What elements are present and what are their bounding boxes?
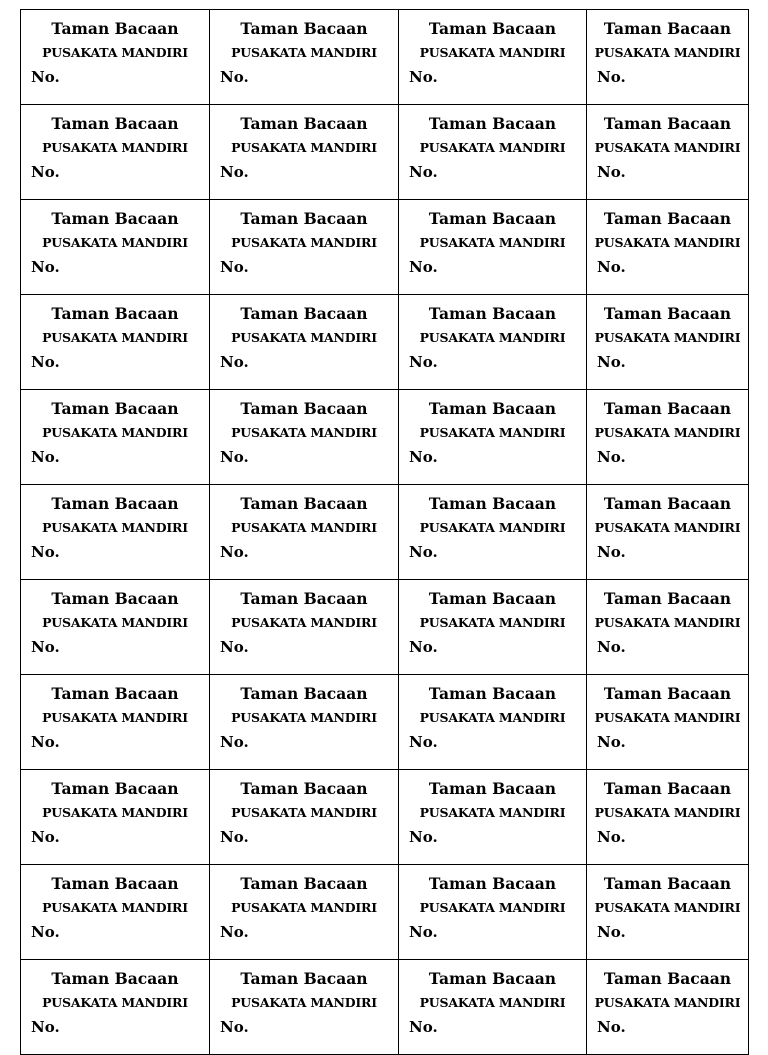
library-label (21, 105, 209, 199)
library-label (587, 580, 748, 674)
label-number: No. (597, 543, 626, 561)
label-cell (210, 390, 399, 485)
label-cell (21, 960, 210, 1055)
library-label (399, 10, 586, 104)
library-label (587, 865, 748, 959)
label-number: No. (409, 733, 438, 751)
label-number: No. (597, 258, 626, 276)
label-cell (210, 675, 399, 770)
label-title: Taman Bacaan (240, 114, 368, 133)
label-cell (21, 105, 210, 200)
label-cell (399, 295, 587, 390)
label-number: No. (409, 638, 438, 656)
label-number: No. (220, 923, 249, 941)
library-label (210, 105, 398, 199)
label-subtitle: PUSAKATA MANDIRI (42, 900, 188, 915)
label-row (21, 770, 749, 865)
label-title: Taman Bacaan (428, 304, 557, 323)
label-cell (587, 200, 749, 295)
label-subtitle: PUSAKATA MANDIRI (42, 45, 188, 60)
label-title: Taman Bacaan (603, 779, 732, 798)
label-title: Taman Bacaan (603, 304, 732, 323)
library-label (587, 105, 748, 199)
label-row (21, 485, 749, 580)
label-number: No. (409, 828, 438, 846)
label-number: No. (597, 923, 626, 941)
label-subtitle: PUSAKATA MANDIRI (231, 615, 377, 630)
label-cell (21, 200, 210, 295)
library-label (587, 10, 748, 104)
label-title: Taman Bacaan (240, 874, 368, 893)
label-number: No. (220, 1018, 249, 1036)
library-label (587, 960, 748, 1054)
label-cell (210, 10, 399, 105)
label-cell (587, 105, 749, 200)
label-title: Taman Bacaan (603, 19, 732, 38)
label-row (21, 580, 749, 675)
label-cell (21, 770, 210, 865)
label-title: Taman Bacaan (51, 494, 179, 513)
label-title: Taman Bacaan (428, 589, 557, 608)
label-subtitle: PUSAKATA MANDIRI (419, 520, 566, 535)
label-sheet (20, 9, 748, 1036)
label-subtitle: PUSAKATA MANDIRI (419, 140, 566, 155)
label-title: Taman Bacaan (240, 779, 368, 798)
label-subtitle: PUSAKATA MANDIRI (231, 425, 377, 440)
library-label (210, 200, 398, 294)
label-subtitle: PUSAKATA MANDIRI (42, 805, 188, 820)
label-cell (21, 580, 210, 675)
label-number: No. (31, 638, 60, 656)
label-subtitle: PUSAKATA MANDIRI (42, 710, 188, 725)
label-subtitle: PUSAKATA MANDIRI (419, 615, 566, 630)
library-label (210, 865, 398, 959)
label-title: Taman Bacaan (603, 874, 732, 893)
label-subtitle: PUSAKATA MANDIRI (231, 900, 377, 915)
label-cell (210, 770, 399, 865)
label-number: No. (409, 448, 438, 466)
label-cell (210, 295, 399, 390)
label-subtitle: PUSAKATA MANDIRI (419, 425, 566, 440)
label-row (21, 675, 749, 770)
label-subtitle: PUSAKATA MANDIRI (42, 235, 188, 250)
label-title: Taman Bacaan (428, 779, 557, 798)
label-cell (587, 485, 749, 580)
label-cell (399, 10, 587, 105)
label-title: Taman Bacaan (51, 684, 179, 703)
library-label (587, 485, 748, 579)
library-label (21, 865, 209, 959)
label-cell (21, 10, 210, 105)
library-label (587, 200, 748, 294)
library-label (587, 675, 748, 769)
label-title: Taman Bacaan (51, 779, 179, 798)
label-grid-body (21, 10, 749, 1055)
library-label (587, 390, 748, 484)
label-subtitle: PUSAKATA MANDIRI (594, 330, 741, 345)
label-title: Taman Bacaan (240, 304, 368, 323)
label-cell (587, 865, 749, 960)
label-title: Taman Bacaan (603, 114, 732, 133)
label-number: No. (31, 923, 60, 941)
label-number: No. (220, 163, 249, 181)
label-number: No. (409, 923, 438, 941)
label-number: No. (409, 353, 438, 371)
library-label (21, 390, 209, 484)
label-subtitle: PUSAKATA MANDIRI (594, 710, 741, 725)
label-subtitle: PUSAKATA MANDIRI (594, 140, 741, 155)
label-cell (210, 485, 399, 580)
label-subtitle: PUSAKATA MANDIRI (594, 900, 741, 915)
library-label (210, 675, 398, 769)
label-subtitle: PUSAKATA MANDIRI (231, 520, 377, 535)
label-subtitle: PUSAKATA MANDIRI (419, 330, 566, 345)
library-label (210, 770, 398, 864)
label-title: Taman Bacaan (428, 494, 557, 513)
label-number: No. (31, 733, 60, 751)
label-title: Taman Bacaan (51, 209, 179, 228)
label-number: No. (31, 828, 60, 846)
library-label (399, 105, 586, 199)
label-number: No. (220, 638, 249, 656)
library-label (21, 485, 209, 579)
label-title: Taman Bacaan (603, 589, 732, 608)
label-cell (587, 390, 749, 485)
label-number: No. (31, 68, 60, 86)
label-subtitle: PUSAKATA MANDIRI (42, 330, 188, 345)
library-label (21, 580, 209, 674)
label-cell (210, 960, 399, 1055)
label-subtitle: PUSAKATA MANDIRI (42, 615, 188, 630)
library-label (210, 390, 398, 484)
library-label (399, 770, 586, 864)
library-label (210, 295, 398, 389)
label-cell (21, 865, 210, 960)
label-number: No. (220, 733, 249, 751)
label-title: Taman Bacaan (240, 399, 368, 418)
label-row (21, 960, 749, 1055)
library-label (210, 10, 398, 104)
label-cell (587, 960, 749, 1055)
label-title: Taman Bacaan (428, 19, 557, 38)
label-subtitle: PUSAKATA MANDIRI (594, 45, 741, 60)
label-subtitle: PUSAKATA MANDIRI (419, 900, 566, 915)
label-row (21, 390, 749, 485)
label-title: Taman Bacaan (240, 209, 368, 228)
label-number: No. (31, 1018, 60, 1036)
label-row (21, 10, 749, 105)
library-label (399, 390, 586, 484)
label-title: Taman Bacaan (428, 114, 557, 133)
label-cell (399, 105, 587, 200)
label-number: No. (409, 68, 438, 86)
label-cell (399, 390, 587, 485)
library-label (21, 770, 209, 864)
label-title: Taman Bacaan (240, 19, 368, 38)
label-subtitle: PUSAKATA MANDIRI (594, 805, 741, 820)
label-number: No. (31, 353, 60, 371)
label-number: No. (597, 828, 626, 846)
label-subtitle: PUSAKATA MANDIRI (594, 615, 741, 630)
label-cell (399, 865, 587, 960)
library-label (399, 200, 586, 294)
label-number: No. (31, 163, 60, 181)
label-title: Taman Bacaan (428, 874, 557, 893)
label-number: No. (31, 543, 60, 561)
label-subtitle: PUSAKATA MANDIRI (231, 710, 377, 725)
label-subtitle: PUSAKATA MANDIRI (419, 805, 566, 820)
label-cell (587, 10, 749, 105)
library-label (399, 580, 586, 674)
library-label (21, 295, 209, 389)
label-number: No. (31, 258, 60, 276)
library-label (587, 295, 748, 389)
label-title: Taman Bacaan (51, 114, 179, 133)
library-label (587, 770, 748, 864)
label-cell (21, 390, 210, 485)
label-number: No. (409, 543, 438, 561)
label-cell (399, 770, 587, 865)
label-subtitle: PUSAKATA MANDIRI (594, 235, 741, 250)
label-number: No. (31, 448, 60, 466)
library-label (21, 200, 209, 294)
label-cell (587, 295, 749, 390)
label-cell (210, 105, 399, 200)
label-cell (21, 485, 210, 580)
label-subtitle: PUSAKATA MANDIRI (594, 520, 741, 535)
label-title: Taman Bacaan (428, 209, 557, 228)
label-subtitle: PUSAKATA MANDIRI (231, 805, 377, 820)
label-cell (21, 295, 210, 390)
label-title: Taman Bacaan (240, 589, 368, 608)
label-subtitle: PUSAKATA MANDIRI (594, 995, 741, 1010)
label-number: No. (597, 68, 626, 86)
library-label (210, 580, 398, 674)
library-label (399, 675, 586, 769)
label-title: Taman Bacaan (603, 969, 732, 988)
label-subtitle: PUSAKATA MANDIRI (231, 45, 377, 60)
label-cell (399, 580, 587, 675)
label-title: Taman Bacaan (428, 684, 557, 703)
label-title: Taman Bacaan (603, 209, 732, 228)
label-number: No. (409, 163, 438, 181)
label-grid (20, 9, 749, 1055)
label-title: Taman Bacaan (603, 494, 732, 513)
label-cell (587, 580, 749, 675)
label-cell (399, 200, 587, 295)
library-label (21, 675, 209, 769)
label-title: Taman Bacaan (51, 969, 179, 988)
label-subtitle: PUSAKATA MANDIRI (419, 995, 566, 1010)
label-row (21, 865, 749, 960)
label-row (21, 200, 749, 295)
library-label (399, 295, 586, 389)
library-label (399, 960, 586, 1054)
label-subtitle: PUSAKATA MANDIRI (231, 995, 377, 1010)
label-number: No. (220, 68, 249, 86)
label-subtitle: PUSAKATA MANDIRI (42, 140, 188, 155)
library-label (210, 960, 398, 1054)
label-subtitle: PUSAKATA MANDIRI (594, 425, 741, 440)
label-subtitle: PUSAKATA MANDIRI (42, 995, 188, 1010)
label-number: No. (220, 353, 249, 371)
label-title: Taman Bacaan (603, 684, 732, 703)
label-title: Taman Bacaan (240, 969, 368, 988)
label-subtitle: PUSAKATA MANDIRI (419, 45, 566, 60)
label-subtitle: PUSAKATA MANDIRI (231, 330, 377, 345)
label-cell (210, 580, 399, 675)
library-label (21, 960, 209, 1054)
label-title: Taman Bacaan (51, 874, 179, 893)
label-title: Taman Bacaan (51, 399, 179, 418)
label-subtitle: PUSAKATA MANDIRI (419, 710, 566, 725)
label-subtitle: PUSAKATA MANDIRI (231, 235, 377, 250)
label-cell (399, 485, 587, 580)
label-cell (399, 960, 587, 1055)
label-title: Taman Bacaan (603, 399, 732, 418)
label-title: Taman Bacaan (51, 19, 179, 38)
library-label (210, 485, 398, 579)
library-label (399, 865, 586, 959)
label-number: No. (409, 1018, 438, 1036)
label-cell (587, 770, 749, 865)
library-label (399, 485, 586, 579)
label-subtitle: PUSAKATA MANDIRI (231, 140, 377, 155)
label-title: Taman Bacaan (428, 969, 557, 988)
label-cell (210, 200, 399, 295)
label-number: No. (220, 828, 249, 846)
label-title: Taman Bacaan (51, 304, 179, 323)
label-cell (21, 675, 210, 770)
library-label (21, 10, 209, 104)
label-number: No. (597, 448, 626, 466)
label-number: No. (597, 163, 626, 181)
label-subtitle: PUSAKATA MANDIRI (42, 520, 188, 535)
label-row (21, 105, 749, 200)
label-number: No. (597, 638, 626, 656)
label-row (21, 295, 749, 390)
label-title: Taman Bacaan (51, 589, 179, 608)
label-number: No. (597, 1018, 626, 1036)
label-title: Taman Bacaan (240, 494, 368, 513)
label-number: No. (220, 543, 249, 561)
label-title: Taman Bacaan (240, 684, 368, 703)
label-subtitle: PUSAKATA MANDIRI (42, 425, 188, 440)
label-cell (210, 865, 399, 960)
label-number: No. (220, 448, 249, 466)
label-number: No. (409, 258, 438, 276)
label-title: Taman Bacaan (428, 399, 557, 418)
label-number: No. (220, 258, 249, 276)
label-subtitle: PUSAKATA MANDIRI (419, 235, 566, 250)
label-cell (587, 675, 749, 770)
label-number: No. (597, 733, 626, 751)
label-cell (399, 675, 587, 770)
label-number: No. (597, 353, 626, 371)
